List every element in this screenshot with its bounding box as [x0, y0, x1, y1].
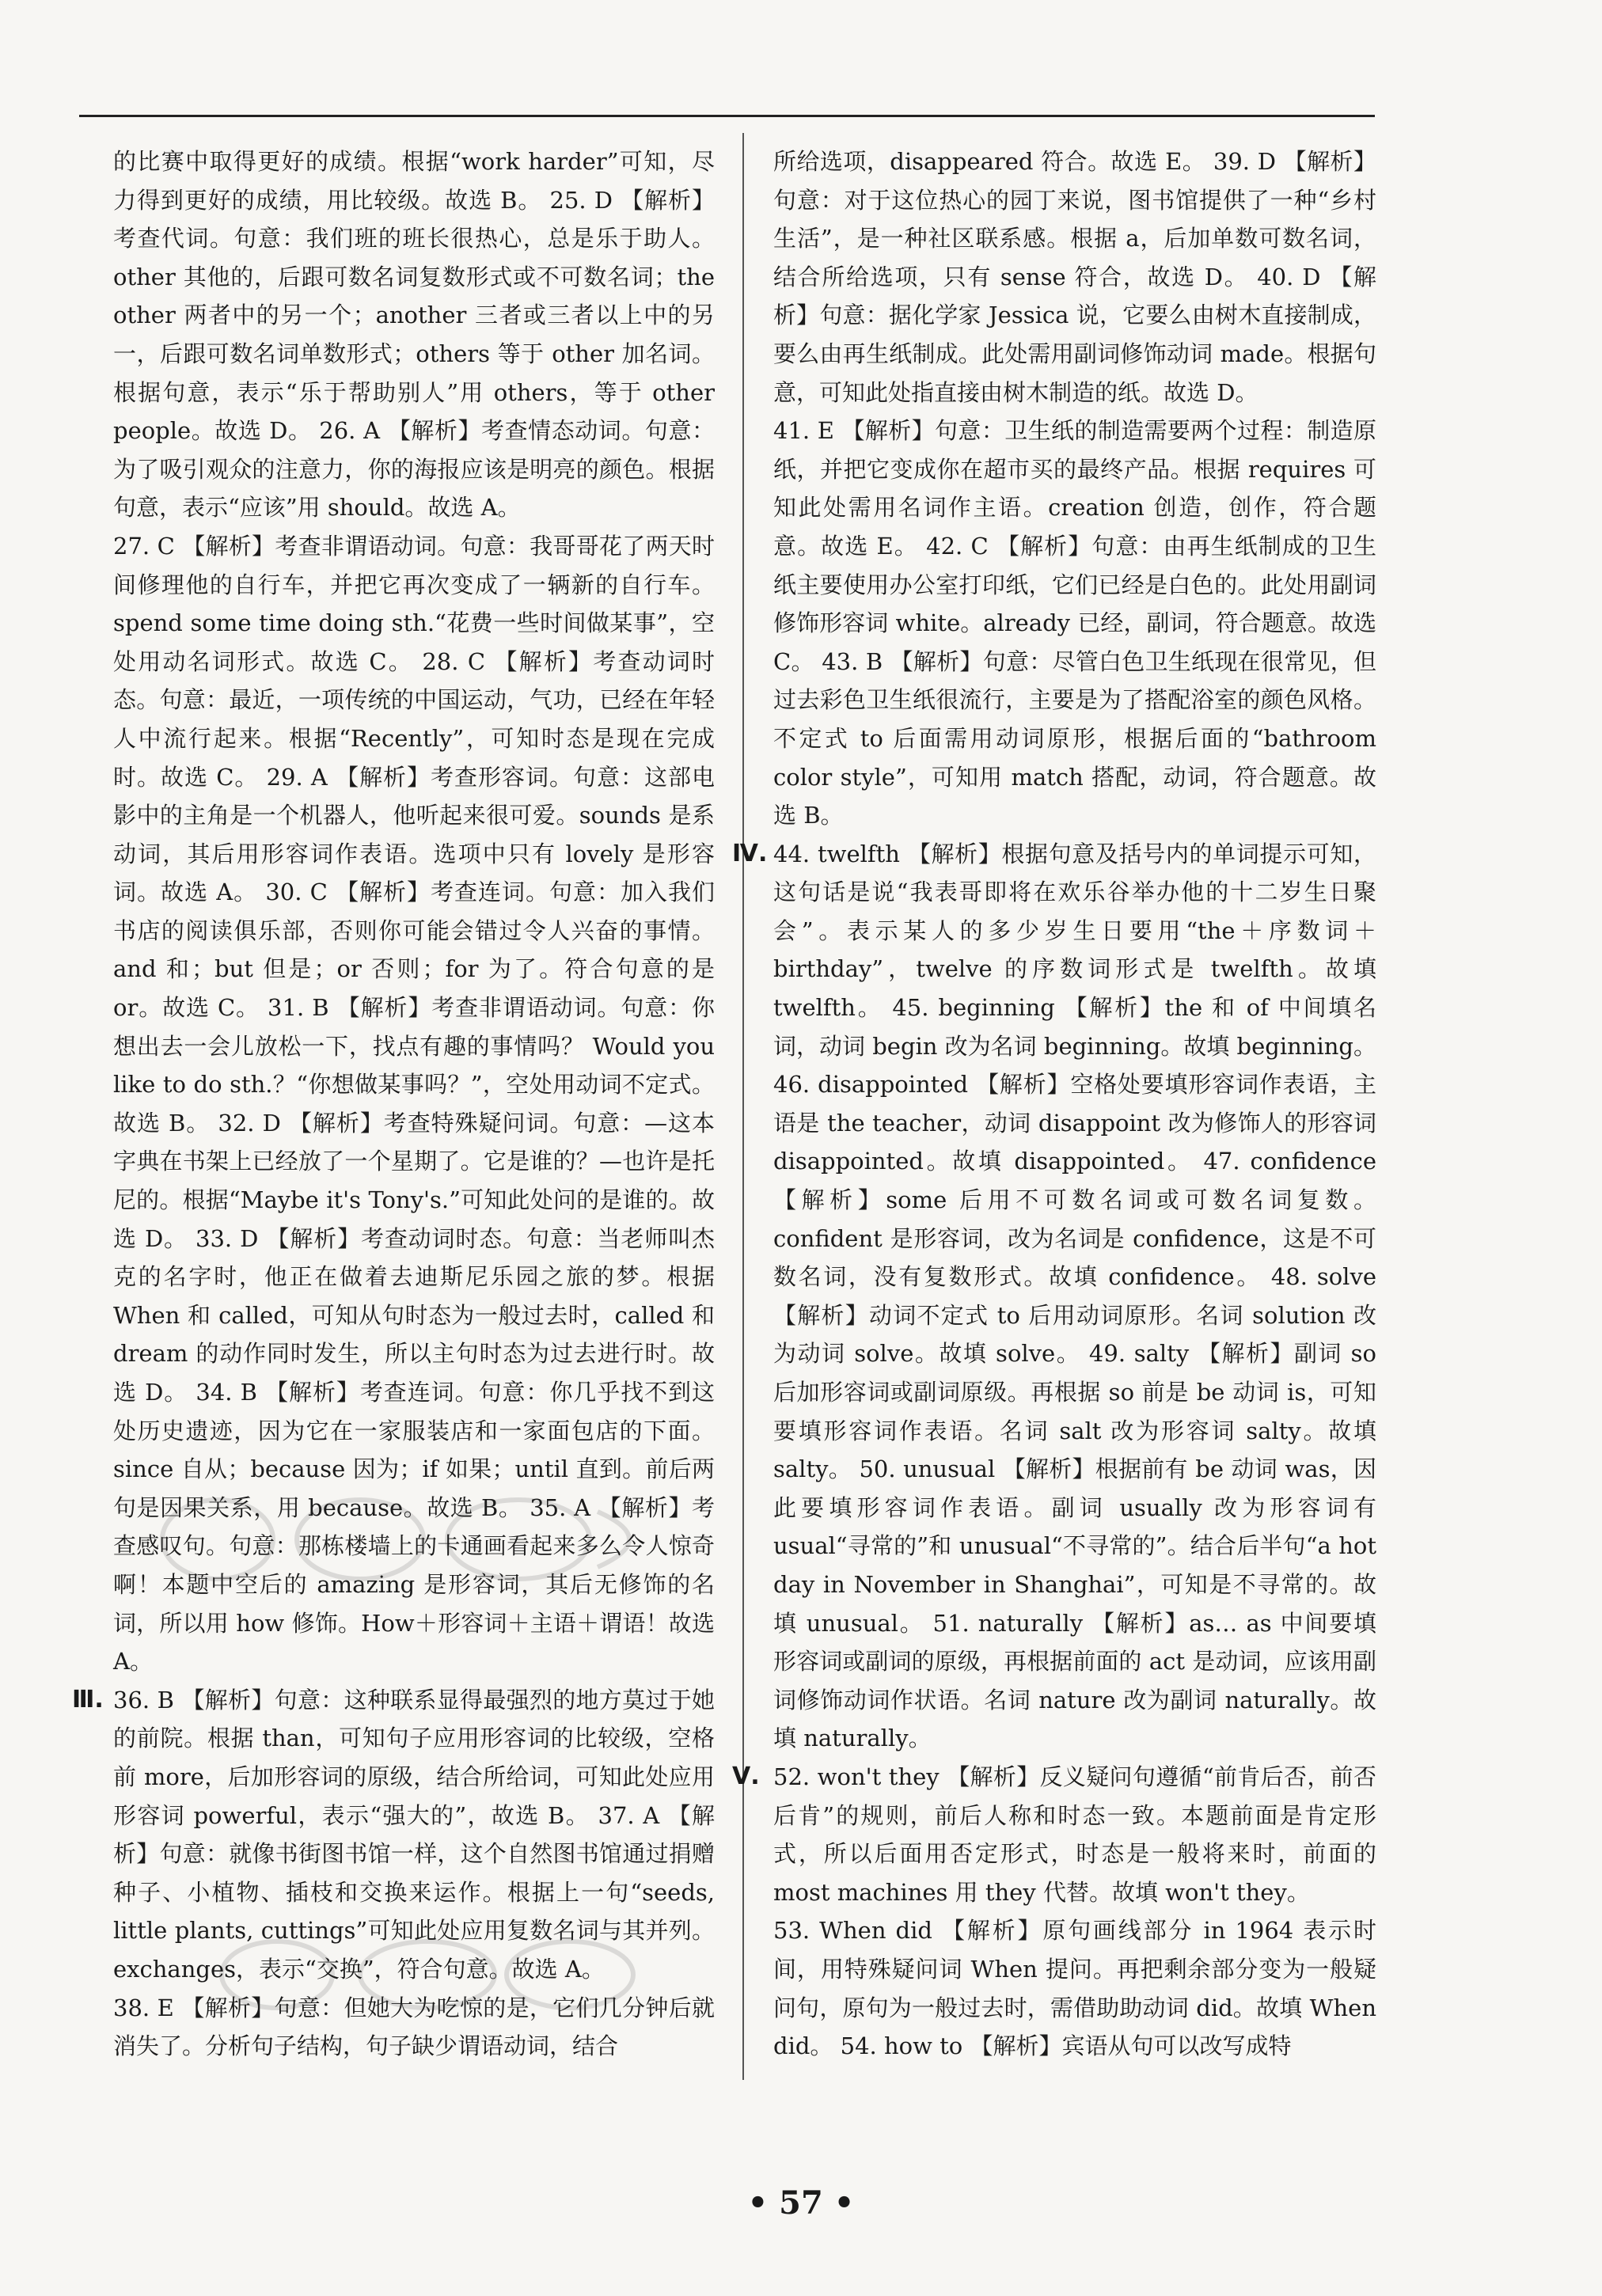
section-3: [72, 1681, 715, 1989]
section-label: Ⅴ.: [732, 1762, 760, 1790]
paragraph-r2: 41. E 【解析】句意：卫生纸的制造需要两个过程：制造原纸，并把它变成你在超市买的最终产品。根据 requires 可知此处需用名词作主语。creation 创造，创作，符合题意。故选 E。 42. C 【解析】句意：由再生纸制成的卫生纸主要使用办公室打印纸，它们已经是白色的。此处用副词修饰形容词 white。already 已经，副词，符合题意。故选 C。 43. B 【解析】句意：尽管白色卫生纸现在很常见，但过去彩色卫生纸很流行，主要是为了搭配浴室的颜色风格。不定式 to 后面需用动词原形，根据后面的“bathroom color style”，可知用 match 搭配，动词，符合题意。故选 B。: [773, 417, 1376, 829]
section-4: [732, 835, 1376, 1066]
paragraph-r1: 所给选项，disappeared 符合。故选 E。 39. D 【解析】句意：对于这位热心的园丁来说，图书馆提供了一种“乡村生活”，是一种社区联系感。根据 a，后加单数可数名词，结合所给选项，只有 sense 符合，故选 D。 40. D 【解析】句意：据化学家 Jessica 说，它要么由树木直接制成，要么由再生纸制成。此处需用副词修饰动词 made。根据句意，可知此处指直接由树木制造的纸。故选 D。: [773, 148, 1376, 406]
section-label: Ⅲ.: [72, 1685, 104, 1713]
paragraph-l2: 27. C 【解析】考查非谓语动词。句意：我哥哥花了两天时间修理他的自行车，并把它再次变成了一辆新的自行车。spend some time doing sth.“花费一些时间做某事”，空处用动名词形式。故选 C。 28. C 【解析】考查动词时态。句意：最近，一项传统的中国运动，气功，已经在年轻人中流行起来。根据“Recently”，可知时态是现在完成时。故选 C。 29. A 【解析】考查形容词。句意：这部电影中的主角是一个机器人，他听起来很可爱。sounds 是系动词，其后用形容词作表语。选项中只有 lovely 是形容词。故选 A。 30. C 【解析】考查连词。句意：加入我们书店的阅读俱乐部，否则你可能会错过令人兴奋的事情。and 和；but 但是；or 否则；for 为了。符合句意的是 or。故选 C。 31. B 【解析】考查非谓语动词。句意：你想出去一会儿放松一下，找点有趣的事情吗？ Would you like to do sth.？“你想做某事吗？”，空处用动词不定式。故选 B。 32. D 【解析】考查特殊疑问词。句意：—这本字典在书架上已经放了一个星期了。它是谁的？—也许是托尼的。根据“Maybe it's Tony's.”可知此处问的是谁的。故选 D。 33. D 【解析】考查动词时态。句意：当老师叫杰克的名字时，他正在做着去迪斯尼乐园之旅的梦。根据 When 和 called，可知从句时态为一般过去时，called 和 dream 的动作同时发生，所以主句时态为过去进行时。故选 D。 34. B 【解析】考查连词。句意：你几乎找不到这处历史遗迹，因为它在一家服装店和一家面包店的下面。since 自从；because 因为；if 如果；until 直到。前后两句是因果关系，用 because。故选 B。 35. A 【解析】考查感叹句。句意：那栋楼墙上的卡通画看起来多么令人惊奇啊！本题中空后的 amazing 是形容词，其后无修饰的名词，所以用 how 修饰。How＋形容词＋主语＋谓语！故选 A。: [113, 532, 715, 1676]
paragraph-l1: 的比赛中取得更好的成绩。根据“work harder”可知，尽力得到更好的成绩，用比较级。故选 B。 25. D 【解析】考查代词。句意：我们班的班长很热心，总是乐于助人。other 其他的，后跟可数名词复数形式或不可数名词；the other 两者中的另一个；another 三者或三者以上中的另一，后跟可数名词单数形式；others 等于 other 加名词。根据句意，表示“乐于帮助别人”用 others，等于 other people。故选 D。 26. A 【解析】考查情态动词。句意：为了吸引观众的注意力，你的海报应该是明亮的颜色。根据句意，表示“应该”用 should。故选 A。: [113, 148, 715, 522]
paragraph-r6: 53. When did 【解析】原句画线部分 in 1964 表示时间，用特殊疑问词 When 提问。再把剩余部分变为一般疑问句，原句为一般过去时，需借助助动词 did。故填 When did。 54. how to 【解析】宾语从句可以改写成特: [773, 1917, 1376, 2060]
page-number: • 57 •: [747, 2184, 855, 2222]
paragraph-r5: 52. won't they 【解析】反义疑问句遵循“前肯后否，前否后肯”的规则，前后人称和时态一致。本题前面是肯定形式，所以后面用否定形式，时态是一般将来时，前面的 most machines 用 they 代替。故填 won't they。: [773, 1763, 1376, 1906]
section-label: Ⅳ.: [732, 839, 768, 867]
paragraph-r4: 46. disappointed 【解析】空格处要填形容词作表语，主语是 the teacher，动词 disappoint 改为修饰人的形容词 disappointed。故填 disappointed。 47. confidence 【解析】some 后用不可数名词或可数名词复数。confident 是形容词，改为名词是 confidence，这是不可数名词，没有复数形式。故填 confidence。 48. solve 【解析】动词不定式 to 后用动词原形。名词 solution 改为动词 solve。故填 solve。 49. salty 【解析】副词 so 后加形容词或副词原级。再根据 so 前是 be 动词 is，可知要填形容词作表语。名词 salt 改为形容词 salty。故填 salty。 50. unusual 【解析】根据前有 be 动词 was，因此要填形容词作表语。副词 usually 改为形容词有 usual“寻常的”和 unusual“不寻常的”。结合后半句“a hot day in November in Shanghai”，可知是不寻常的。故填 unusual。 51. naturally 【解析】as… as 中间要填形容词或副词的原级，再根据前面的 act 是动词，应该用副词修饰动词作状语。名词 nature 改为副词 naturally。故填 naturally。: [773, 1071, 1376, 1752]
paragraph-l4: 38. E 【解析】句意：但她大为吃惊的是，它们几分钟后就消失了。分析句子结构，句子缺少谓语动词，结合: [113, 1994, 715, 2060]
header-rule: [79, 115, 1375, 117]
paragraph-r3: 44. twelfth 【解析】根据句意及括号内的单词提示可知，这句话是说“我表哥即将在欢乐谷举办他的十二岁生日聚会”。表示某人的多少岁生日要用“the＋序数词＋birthday”，twelve 的序数词形式是 twelfth。故填 twelfth。 45. beginning 【解析】the 和 of 中间填名词，动词 begin 改为名词 beginning。故填 beginning。: [773, 840, 1376, 1060]
section-5: [732, 1758, 1376, 1911]
right-column: [732, 142, 1376, 2066]
paragraph-l3: 36. B 【解析】句意：这种联系显得最强烈的地方莫过于她的前院。根据 than，可知句子应用形容词的比较级，空格前 more，后加形容词的原级，结合所给词，可知此处应用形容词 powerful，表示“强大的”，故选 B。 37. A 【解析】句意：就像书街图书馆一样，这个自然图书馆通过捐赠种子、小植物、插枝和交换来运作。根据上一句“seeds, little plants, cuttings”可知此处应用复数名词与其并列。exchanges，表示“交换”，符合句意。故选 A。: [113, 1686, 715, 1983]
left-column: [72, 142, 715, 2066]
